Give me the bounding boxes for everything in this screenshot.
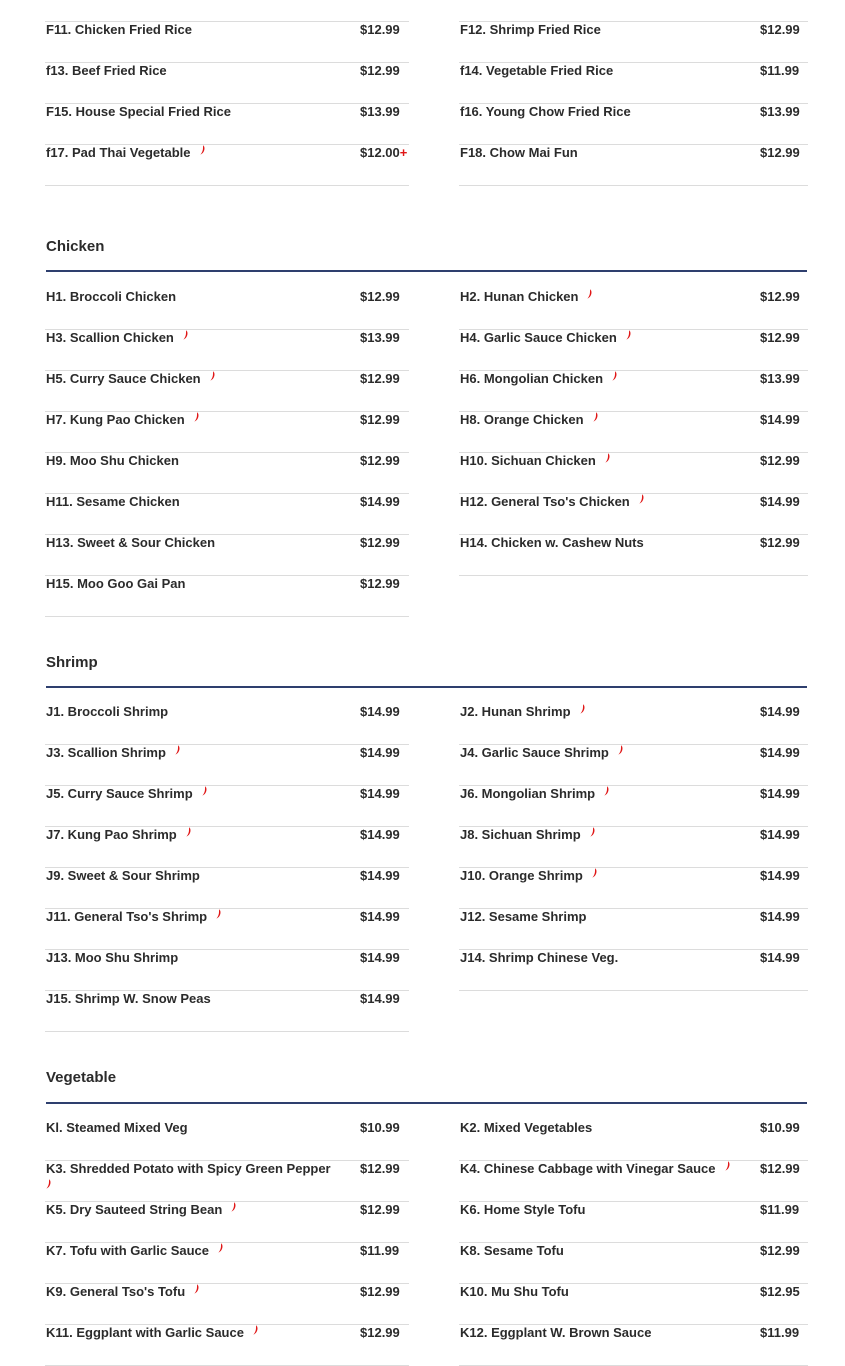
menu-item-name	[460, 704, 586, 720]
price-value: $12.99	[760, 330, 800, 345]
menu-item-label: K6. Home Style Tofu	[460, 1202, 586, 1217]
price-value: $12.99	[360, 1325, 400, 1340]
menu-item-price	[760, 786, 800, 802]
menu-item-price	[360, 704, 400, 720]
menu-item[interactable]	[459, 371, 808, 412]
menu-item[interactable]	[45, 868, 409, 909]
menu-item-price	[760, 704, 800, 720]
menu-item[interactable]	[459, 704, 808, 745]
menu-item[interactable]	[45, 1243, 409, 1284]
menu-item-price	[760, 63, 799, 79]
menu-item-name	[46, 453, 179, 469]
chili-pepper-icon	[587, 289, 593, 299]
chili-pepper-icon	[216, 909, 222, 919]
chili-pepper-icon	[175, 745, 181, 755]
menu-item-price	[360, 412, 400, 428]
chili-pepper-icon	[202, 786, 208, 796]
menu-item-price	[760, 827, 800, 843]
menu-item[interactable]	[45, 63, 409, 104]
menu-item-label: F12. Shrimp Fried Rice	[460, 22, 601, 37]
menu-item-name	[46, 1284, 200, 1300]
menu-item-label: K9. General Tso's Tofu	[46, 1284, 186, 1299]
menu-item[interactable]	[45, 371, 409, 412]
menu-item[interactable]	[459, 827, 808, 868]
menu-item-name	[46, 1161, 331, 1195]
menu-item-price	[760, 909, 800, 925]
price-value: $12.99	[360, 535, 400, 550]
menu-item-price	[360, 1120, 400, 1136]
menu-item[interactable]	[459, 1284, 808, 1325]
menu-item[interactable]	[459, 412, 808, 453]
menu-item[interactable]	[459, 1202, 808, 1243]
menu-item-label: J9. Sweet & Sour Shrimp	[46, 868, 200, 883]
menu-item-label: H1. Broccoli Chicken	[46, 289, 177, 304]
menu-item-name	[46, 22, 192, 38]
menu-item-price	[760, 494, 800, 510]
menu-item[interactable]	[45, 950, 409, 991]
chili-pepper-icon	[639, 494, 645, 504]
price-value: $11.99	[760, 63, 800, 78]
chili-pepper-icon	[618, 745, 624, 755]
section-title: Shrimp	[46, 654, 98, 671]
chili-pepper-icon	[183, 330, 189, 340]
menu-item-label: J2. Hunan Shrimp	[460, 704, 571, 719]
price-value: $14.99	[760, 412, 800, 427]
menu-item[interactable]	[45, 786, 409, 827]
menu-item[interactable]	[45, 991, 409, 1032]
menu-item[interactable]	[459, 104, 808, 145]
menu-item[interactable]	[459, 453, 808, 494]
menu-item[interactable]	[45, 494, 409, 535]
menu-item-name	[46, 412, 200, 428]
menu-item-name	[460, 145, 578, 161]
menu-item-label: H15. Moo Goo Gai Pan	[46, 576, 186, 591]
menu-item-name	[460, 453, 611, 469]
menu-item-price	[760, 371, 800, 387]
menu-item-label: J7. Kung Pao Shrimp	[46, 827, 177, 842]
menu-item-name	[460, 371, 618, 387]
menu-item-price	[360, 1325, 400, 1341]
menu-item-label: F11. Chicken Fried Rice	[46, 22, 192, 37]
menu-item-name	[46, 1120, 188, 1136]
menu-item-price	[360, 827, 400, 843]
menu-item-name	[460, 909, 586, 925]
price-value: $14.99	[760, 827, 800, 842]
menu-item-label: J3. Scallion Shrimp	[46, 745, 166, 760]
menu-item-name	[46, 786, 208, 802]
price-value: $14.99	[760, 704, 800, 719]
menu-item-label: H5. Curry Sauce Chicken	[46, 371, 201, 386]
section-divider	[46, 686, 807, 688]
menu-item-label: J5. Curry Sauce Shrimp	[46, 786, 193, 801]
price-value: $13.99	[360, 104, 400, 119]
menu-item-label: K12. Eggplant W. Brown Sauce	[460, 1325, 652, 1340]
menu-item-price	[760, 868, 800, 884]
menu-item[interactable]	[45, 576, 409, 617]
menu-item[interactable]	[459, 786, 808, 827]
menu-item-name	[46, 371, 216, 387]
menu-item-label: K5. Dry Sauteed String Bean	[46, 1202, 223, 1217]
chili-pepper-icon	[590, 827, 596, 837]
price-value: $12.99	[360, 1161, 400, 1176]
menu-item-label: H9. Moo Shu Chicken	[46, 453, 179, 468]
menu-item-label: K7. Tofu with Garlic Sauce	[46, 1243, 210, 1258]
price-value: $12.99	[760, 535, 800, 550]
menu-item-label: H3. Scallion Chicken	[46, 330, 174, 345]
menu-item-label: H14. Chicken w. Cashew Nuts	[460, 535, 644, 550]
menu-item-name	[46, 1325, 259, 1341]
menu-item[interactable]	[459, 145, 808, 186]
menu-item-price	[760, 535, 800, 551]
price-value: $14.99	[360, 827, 400, 842]
menu-item-name	[460, 289, 593, 305]
menu-item-label: H12. General Tso's Chicken	[460, 494, 630, 509]
menu-item-price	[360, 289, 400, 305]
menu-item[interactable]	[45, 909, 409, 950]
chili-pepper-icon	[194, 412, 200, 422]
menu-item[interactable]	[459, 22, 808, 63]
price-plus-badge: +	[399, 145, 408, 160]
menu-item[interactable]	[45, 827, 409, 868]
menu-item-price	[360, 104, 400, 120]
menu-item-name	[46, 868, 200, 884]
menu-item-label: f14. Vegetable Fried Rice	[460, 63, 614, 78]
menu-item-label: J10. Orange Shrimp	[460, 868, 583, 883]
chili-pepper-icon	[580, 704, 586, 714]
price-value: $12.99	[760, 145, 800, 160]
menu-item[interactable]	[45, 145, 409, 186]
menu-item-name	[460, 412, 599, 428]
menu-item[interactable]	[45, 22, 409, 63]
price-value: $14.99	[360, 745, 400, 760]
price-value: $12.99	[760, 289, 800, 304]
menu-item[interactable]	[45, 0, 409, 22]
menu-item-label: J11. General Tso's Shrimp	[46, 909, 208, 924]
menu-item-name	[46, 63, 167, 79]
menu-item[interactable]	[45, 1325, 409, 1366]
menu-item-label: H11. Sesame Chicken	[46, 494, 180, 509]
menu-item-price	[360, 950, 400, 966]
menu-item[interactable]	[45, 1284, 409, 1325]
menu-item[interactable]	[45, 745, 409, 786]
menu-item-label: f17. Pad Thai Vegetable	[46, 145, 191, 160]
price-value: $13.99	[760, 104, 800, 119]
menu-item-name	[46, 494, 180, 510]
menu-item-price	[760, 1284, 800, 1300]
menu-item-label: f16. Young Chow Fried Rice	[460, 104, 631, 119]
menu-item-name	[460, 494, 645, 510]
menu-item-label: J14. Shrimp Chinese Veg.	[460, 950, 619, 965]
menu-item-price	[360, 1161, 400, 1177]
menu-item-price	[360, 868, 400, 884]
chili-pepper-icon	[626, 330, 632, 340]
price-value: $12.99	[360, 412, 400, 427]
chili-pepper-icon	[186, 827, 192, 837]
chili-pepper-icon	[592, 868, 598, 878]
menu-item-price	[760, 1202, 799, 1218]
menu-item-name	[460, 827, 596, 843]
menu-item-price	[760, 745, 800, 761]
menu-item[interactable]	[45, 535, 409, 576]
price-value: $12.99	[760, 1243, 800, 1258]
menu-item-label: H6. Mongolian Chicken	[460, 371, 604, 386]
menu-item-name	[460, 1120, 592, 1136]
menu-item[interactable]	[459, 1243, 808, 1284]
menu-item-price	[360, 494, 400, 510]
price-value: $13.99	[360, 330, 400, 345]
chili-pepper-icon	[725, 1161, 731, 1171]
chili-pepper-icon	[593, 412, 599, 422]
menu-item[interactable]	[459, 1161, 808, 1202]
menu-item-price	[760, 1120, 800, 1136]
menu-item[interactable]	[459, 868, 808, 909]
menu-item-label: K11. Eggplant with Garlic Sauce	[46, 1325, 244, 1340]
chili-pepper-icon	[231, 1202, 237, 1212]
menu-item[interactable]	[45, 453, 409, 494]
price-value: $14.99	[760, 909, 800, 924]
chili-pepper-icon	[194, 1284, 200, 1294]
menu-item[interactable]	[459, 1120, 808, 1161]
price-value: $12.99	[760, 453, 800, 468]
price-value: $12.99	[760, 1161, 800, 1176]
menu-item-name	[460, 22, 601, 38]
menu-item[interactable]	[459, 0, 808, 22]
menu-item-name	[460, 1243, 564, 1259]
menu-item-name	[46, 909, 222, 925]
menu-item[interactable]	[459, 745, 808, 786]
menu-item-price	[360, 330, 400, 346]
menu-item-label: H7. Kung Pao Chicken	[46, 412, 185, 427]
menu-item-price	[760, 1243, 800, 1259]
menu-item-price	[360, 1202, 400, 1218]
menu-item-name	[46, 950, 178, 966]
menu-item-label: K10. Mu Shu Tofu	[460, 1284, 569, 1299]
menu-item[interactable]	[459, 950, 808, 991]
price-value: $10.99	[360, 1120, 400, 1135]
price-value: $12.99	[360, 22, 400, 37]
menu-item-price	[760, 289, 800, 305]
menu-item[interactable]	[45, 289, 409, 330]
menu-item-label: Kl. Steamed Mixed Veg	[46, 1120, 188, 1135]
menu-item[interactable]	[45, 1120, 409, 1161]
section-divider	[46, 270, 807, 272]
menu-item-price	[360, 535, 400, 551]
menu-item-price	[760, 453, 800, 469]
menu-item-name	[460, 950, 618, 966]
menu-item-price	[360, 1284, 400, 1300]
menu-item-price	[360, 909, 400, 925]
price-value: $14.99	[360, 909, 400, 924]
chili-pepper-icon	[218, 1243, 224, 1253]
menu-item-price	[360, 22, 400, 38]
menu-item-price	[360, 786, 400, 802]
price-value: $14.99	[360, 950, 400, 965]
menu-item-label: H2. Hunan Chicken	[460, 289, 579, 304]
menu-item-name	[460, 63, 613, 79]
menu-item-label: f13. Beef Fried Rice	[46, 63, 167, 78]
price-value: $11.99	[760, 1202, 800, 1217]
chili-pepper-icon	[604, 786, 610, 796]
section-title: Vegetable	[46, 1069, 117, 1086]
price-value: $12.99	[360, 289, 400, 304]
menu-item-price	[760, 22, 800, 38]
price-value: $12.99	[360, 63, 400, 78]
menu-item[interactable]	[45, 330, 409, 371]
menu-item-price	[360, 576, 400, 592]
section-title: Chicken	[46, 238, 105, 255]
menu-item-name	[46, 104, 231, 120]
menu-item-price	[360, 745, 400, 761]
menu-item-price	[760, 145, 800, 161]
menu-item-price	[760, 950, 800, 966]
menu-item-label: J4. Garlic Sauce Shrimp	[460, 745, 609, 760]
menu-item-price	[360, 991, 400, 1007]
price-value: $14.99	[360, 494, 400, 509]
price-value: $12.95	[760, 1284, 800, 1299]
menu-item-price	[360, 453, 400, 469]
menu-item[interactable]	[459, 289, 808, 330]
menu-item-name	[460, 868, 598, 884]
menu-item-name	[460, 1284, 569, 1300]
menu-item-name	[46, 145, 206, 161]
price-value: $11.99	[360, 1243, 400, 1258]
menu-item-label: J12. Sesame Shrimp	[460, 909, 587, 924]
menu-item-name	[460, 330, 632, 346]
menu-item-label: J8. Sichuan Shrimp	[460, 827, 581, 842]
menu-item-name	[460, 745, 624, 761]
price-value: $14.99	[360, 786, 400, 801]
menu-item-name	[460, 1325, 651, 1341]
menu-item-label: J13. Moo Shu Shrimp	[46, 950, 179, 965]
menu-item-label: F15. House Special Fried Rice	[46, 104, 231, 119]
price-value: $12.99	[360, 453, 400, 468]
price-value: $12.99	[760, 22, 800, 37]
section-divider	[46, 1102, 807, 1104]
menu-item[interactable]	[45, 412, 409, 453]
menu-item-name	[460, 1161, 731, 1177]
menu-item[interactable]	[459, 63, 808, 104]
menu-item-name	[46, 535, 215, 551]
menu-item-price	[760, 1325, 799, 1341]
menu-item-label: F18. Chow Mai Fun	[460, 145, 578, 160]
price-value: $14.99	[760, 868, 800, 883]
menu-item-price	[360, 63, 400, 79]
menu-item-name	[46, 330, 189, 346]
menu-item-name	[46, 1243, 224, 1259]
menu-item-label: K8. Sesame Tofu	[460, 1243, 564, 1258]
price-value: $14.99	[760, 950, 800, 965]
menu-item-label: H13. Sweet & Sour Chicken	[46, 535, 216, 550]
price-value: $11.99	[760, 1325, 800, 1340]
menu-item-price	[760, 330, 800, 346]
chili-pepper-icon	[200, 145, 206, 155]
menu-item-name	[46, 704, 168, 720]
menu-item-name	[460, 0, 466, 3]
menu-item-name	[46, 289, 176, 305]
price-value: $14.99	[360, 991, 400, 1006]
price-value: $14.99	[360, 868, 400, 883]
menu-item-name	[46, 576, 185, 592]
chili-pepper-icon	[253, 1325, 259, 1335]
chili-pepper-icon	[46, 1179, 52, 1189]
menu-item[interactable]	[459, 330, 808, 371]
menu-item-name	[46, 827, 192, 843]
menu-item-name	[46, 1202, 237, 1218]
menu-item-price	[760, 412, 800, 428]
menu-item[interactable]	[45, 104, 409, 145]
menu-item-price	[360, 371, 400, 387]
menu-item-label: H8. Orange Chicken	[460, 412, 584, 427]
menu-item[interactable]	[45, 1202, 409, 1243]
price-value: $12.99	[360, 1202, 400, 1217]
menu-item-label: H4. Garlic Sauce Chicken	[460, 330, 617, 345]
menu-item-label: K2. Mixed Vegetables	[460, 1120, 593, 1135]
menu-item-label: J6. Mongolian Shrimp	[460, 786, 596, 801]
menu-item[interactable]	[459, 494, 808, 535]
price-value: $12.99	[360, 576, 400, 591]
price-value: $12.99	[360, 1284, 400, 1299]
menu-item-label: K4. Chinese Cabbage with Vinegar Sauce	[460, 1161, 716, 1176]
chili-pepper-icon	[612, 371, 618, 381]
price-value: $14.99	[760, 786, 800, 801]
menu-item[interactable]	[459, 535, 808, 576]
price-value: $14.99	[360, 704, 400, 719]
menu-item-label: J1. Broccoli Shrimp	[46, 704, 169, 719]
menu-item[interactable]	[45, 704, 409, 745]
menu-item[interactable]	[459, 1325, 808, 1366]
menu-item-price	[760, 104, 800, 120]
menu-item-name	[46, 991, 211, 1007]
price-value: $12.00	[360, 145, 400, 160]
menu-item-price	[360, 1243, 399, 1259]
chili-pepper-icon	[605, 453, 611, 463]
price-value: $13.99	[760, 371, 800, 386]
price-value: $14.99	[760, 745, 800, 760]
menu-item-price	[360, 145, 407, 161]
menu-item-label: K3. Shredded Potato with Spicy Green Pepper	[46, 1161, 331, 1176]
menu-item[interactable]	[459, 909, 808, 950]
menu-item-name	[460, 1202, 585, 1218]
price-value: $10.99	[760, 1120, 800, 1135]
menu-item-name	[460, 104, 631, 120]
menu-item-label: J15. Shrimp W. Snow Peas	[46, 991, 211, 1006]
menu-item[interactable]	[45, 1161, 409, 1202]
menu-item-name	[460, 535, 644, 551]
price-value: $14.99	[760, 494, 800, 509]
menu-item-name	[46, 745, 181, 761]
price-value: $12.99	[360, 371, 400, 386]
menu-item-price	[760, 1161, 800, 1177]
menu-item-name	[460, 786, 610, 802]
chili-pepper-icon	[210, 371, 216, 381]
menu-item-label: H10. Sichuan Chicken	[460, 453, 596, 468]
